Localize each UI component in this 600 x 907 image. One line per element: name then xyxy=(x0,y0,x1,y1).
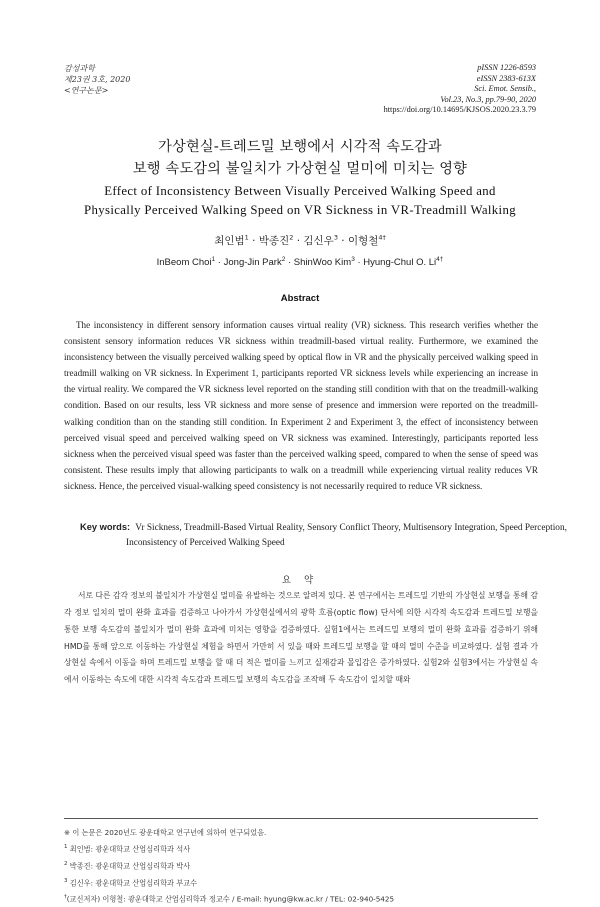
author-en-4: Hyung-Chul O. $Li^{4\dagger}$ xyxy=(363,256,444,269)
summary-body: 서로 다른 감각 정보의 불일치가 가상현실 멀미를 유발하는 것으로 알려져 있다. 본 연구에서는 트레드밀 기반의 가상현실 보행을 통해 감각 정보 일치의 멀미 완화 효과를 검증하고 나아가서 가상현실에서의 광학 흐름(optic flow) 단서에 의한 시각적 속도감과 트레드밀 보행을 통한 보행 속도감의 불일치가 멀미 완화 효과에 미치는 영향을 검증하였다. 실험1에서는 트레드밀 보행의 멀미 완화 효과를 검증하기 위해 HMD를 통해 앞으로 이동하는 가상현실 체험을 하면서 가만히 서 있을 때와 트레드밀 보행을 할 때의 멀미 수준을 비교하였다. 실험 결과 가상현실 속에서 이동을 하며 트레드밀 보행을 할 때 더 적은 멀미를 느끼고 실재감과 몰입감은 증가하였다. 실험2와 실험3에서는 가상현실 속에서 이동하는 속도에 대한 시각적 속도감과 트레드밀 보행의 속도감을 조작해 두 속도감이 일치할 때와 xyxy=(64,591,538,685)
author-en-3: ShinWoo Kim$^3$ · xyxy=(293,256,364,269)
journal-volume-en: Vol.23, No.3, pp.79-90, 2020 xyxy=(440,94,536,104)
journal-header-right xyxy=(384,63,536,116)
pissn: pISSN 1226-8593 xyxy=(477,63,536,72)
keywords-label: Key words: xyxy=(80,522,131,532)
footnote-author-1: $^1$ 최인범: 광운대학교 산업심리학과 석사 xyxy=(64,844,191,854)
journal-header-left xyxy=(64,63,130,96)
author-ko-4: 이형철$^{4\dagger}$ xyxy=(347,233,386,247)
keywords-text: Vr Sickness, Treadmill-Based Virtual Reality, Sensory Conflict Theory, Multisensory Integration, Speed Perception, Inconsistency of Perceived Walking Speed xyxy=(126,523,567,548)
title-en-line-1: Effect of Inconsistency Between Visually Perceived Walking Speed and xyxy=(104,184,496,198)
title-english xyxy=(0,182,600,220)
title-ko-line-2: 보행 속도감의 불일치가 가상현실 멀미에 미치는 영향 xyxy=(132,161,468,177)
journal-volume-ko: 제23권 3호, 2020 xyxy=(64,75,131,84)
journal-name-ko: 감성과학 xyxy=(64,64,95,73)
footnote-corresponding: †(교신저자) 이형철: 광운대학교 산업심리학과 정교수 / E-mail: hyung@kw.ac.kr / TEL: 02-940-5425 xyxy=(64,894,395,904)
footnote-divider xyxy=(64,818,538,819)
summary-heading: 요 약 xyxy=(281,575,319,586)
eissn: eISSN 2383-613X xyxy=(476,73,536,83)
keywords xyxy=(80,520,586,551)
footnotes xyxy=(64,825,538,907)
author-ko-1: 최인범$^1$ · xyxy=(214,233,259,247)
title-en-line-2: Physically Perceived Walking Speed on VR Sickness in VR-Treadmill Walking xyxy=(84,203,516,217)
title-korean xyxy=(0,136,600,180)
authors-english xyxy=(0,256,600,268)
author-en-1: InBeom Choi$^1$ · xyxy=(156,256,224,269)
footnote-funding: ※ 이 논문은 2020년도 광운대학교 연구년에 의하여 연구되었음. xyxy=(64,828,267,837)
author-ko-3: 김신우$^3$ · xyxy=(303,233,348,247)
abstract-body: The inconsistency in different sensory information causes virtual reality (VR) sickness. This research verifies whether the consistent sensory information reduces VR sickness within treadmill-based virtual reality. Furthermore, we examined the inconsistency between the visually perceived walking speed by optical flow in VR and the physically perceived walking speed in treadmill walking on VR sickness. In Experiment 1, participants reported VR sickness levels while experiencing an increase in the virtual reality. We compared the VR sickness level reported on the standing still condition with that on the treadmill-walking condition. Based on our results, less VR sickness and more sense of presence and immersion were reported on the treadmill-walking condition than on the standing still condition. In Experiment 2 and Experiment 3, the effect of inconsistency between perceived visual speed and perceived walking speed on VR sickness was examined. Interestingly, participants reported less sickness when the perceived visual speed was faster than the perceived walking speed, compared to when the sense of speed was consistent. These results imply that allowing participants to walk on a treadmill while experiencing virtual reality reduces VR sickness. Hence, the perceived visual-walking speed consistency is not necessarily required to reduce VR sickness. xyxy=(64,320,538,491)
authors-korean xyxy=(0,233,600,248)
author-ko-2: 박종진$^2$ · xyxy=(258,233,304,247)
doi-link[interactable]: https://doi.org/10.14695/KJSOS.2020.23.3.79 xyxy=(383,105,536,115)
abstract-heading: Abstract xyxy=(280,293,320,304)
journal-name-en: Sci. Emot. Sensib., xyxy=(474,84,536,94)
article-type-ko: <연구논문> xyxy=(64,86,109,95)
title-ko-line-1: 가상현실-트레드밀 보행에서 시각적 속도감과 xyxy=(158,139,442,155)
author-en-2: Jong-Jin Park$^2$ · xyxy=(223,256,294,269)
footnote-author-2: $^2$ 박종진: 광운대학교 산업심리학과 박사 xyxy=(64,860,191,871)
footnote-author-3: $^3$ 김신우: 광운대학교 산업심리학과 부교수 xyxy=(64,877,198,888)
